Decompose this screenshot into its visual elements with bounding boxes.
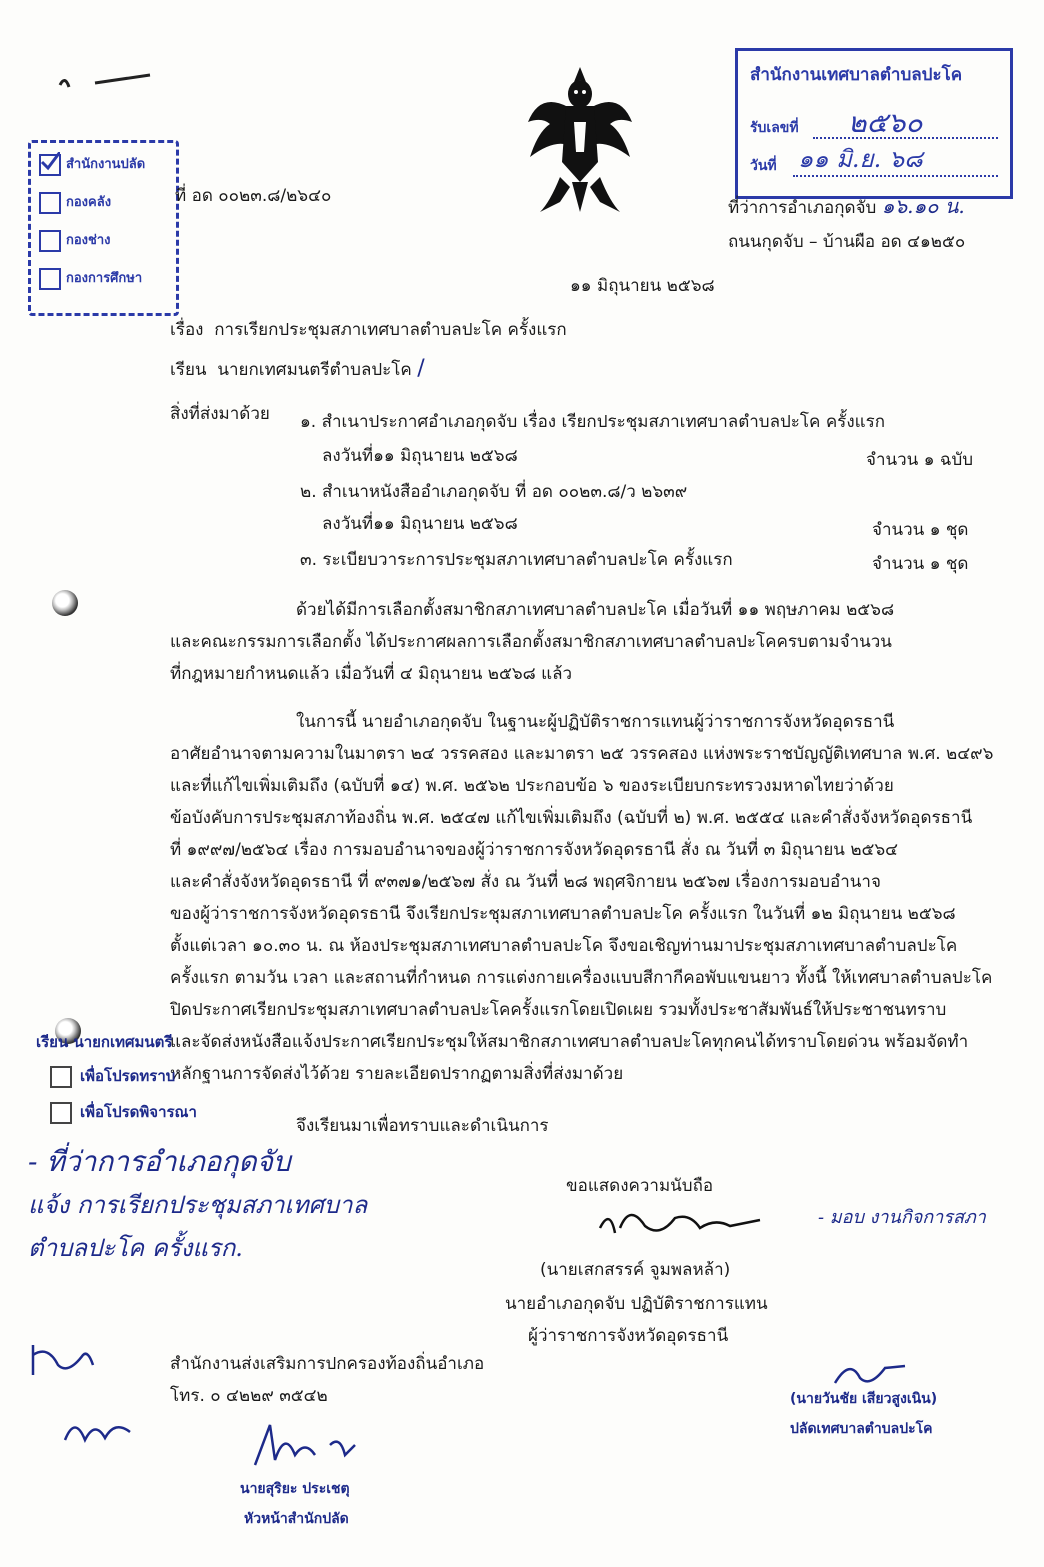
salutation-line: เรียน นายกเทศมนตรีตำบลปะโค / (170, 356, 425, 381)
to-label: เรียน (170, 360, 207, 380)
para2-line: ตั้งแต่เวลา ๑๐.๓๐ น. ณ ห้องประชุมสภาเทศบาลตำบลปะโค จึงขอเชิญท่านมาประชุมสภาเทศบาลตำบลปะโค (170, 936, 958, 956)
checkbox[interactable] (50, 1066, 72, 1088)
routing-option-1: เพื่อโปรดทราบ (50, 1064, 175, 1088)
handwritten-note-line1: - ที่ว่าการอำเภอกุดจับ (28, 1145, 291, 1178)
routing-to-label: เรียน นายกเทศมนตรี (36, 1033, 173, 1051)
para2-line: ข้อบังคับการประชุมสภาท้องถิ่น พ.ศ. ๒๕๔๗ แก้ไขเพิ่มเติมถึง (ฉบับที่ ๒) พ.ศ. ๒๕๕๔ และคำสั่งจังหวัดอุดรธานี (170, 808, 973, 828)
signer-name: (นายเสกสรรค์ จูมพลหล้า) (540, 1260, 731, 1280)
para2-line: อาศัยอำนาจตามความในมาตรา ๒๔ วรรคสอง และมาตรา ๒๕ วรรคสอง แห่งพระราชบัญญัติเทศบาล พ.ศ. ๒๔๙๖ (170, 744, 994, 764)
para2-line: และคำสั่งจังหวัดอุดรธานี ที่ ๙๓๗๑/๒๕๖๗ สั่ง ณ วันที่ ๒๘ พฤศจิกายน ๒๕๖๗ เรื่องการมอบอำนาจ (170, 872, 881, 892)
receiving-office: สำนักงานเทศบาลตำบลปะโค (750, 65, 963, 85)
receive-date-value: ๑๑ มิ.ย. ๖๘ (798, 145, 923, 173)
para2-line: ของผู้ว่าราชการจังหวัดอุดรธานี จึงเรียกประชุมสภาเทศบาลตำบลปะโค ครั้งแรก ในวันที่ ๑๒ มิถุนายน ๒๕๖๘ (170, 904, 956, 924)
punch-hole-top (52, 590, 78, 616)
checkbox-checked[interactable] (39, 154, 61, 176)
signer-title-1: นายอำเภอกุดจับ ปฏิบัติราชการแทน (505, 1294, 768, 1314)
enclosure-2-line2: ลงวันที่๑๑ มิถุนายน ๒๕๖๘ (322, 514, 518, 534)
para2-line: ครั้งแรก ตามวัน เวลา และสถานที่กำหนด การแต่งกายเครื่องแบบสีกากีคอพับแขนยาว ทั้งนี้ ให้เทศบาลตำบลปะโค (170, 968, 993, 988)
para1-line: ที่กฎหมายกำหนดแล้ว เมื่อวันที่ ๔ มิถุนายน ๒๕๖๘ แล้ว (170, 664, 573, 684)
document-number: ที่ อด ๐๐๒๓.๘/๒๖๔๐ (175, 186, 332, 206)
subject-text: การเรียกประชุมสภาเทศบาลตำบลปะโค ครั้งแรก (214, 320, 567, 340)
routing-item-1: สำนักงานปลัด (39, 153, 145, 176)
handwritten-note-line3: ตำบลปะโค ครั้งแรก. (28, 1234, 243, 1262)
subject-line (170, 316, 567, 343)
regards-text: ขอแสดงความนับถือ (566, 1176, 714, 1196)
enclosure-2-qty: จำนวน ๑ ชุด (872, 520, 969, 540)
para2-line: หลักฐานการจัดส่งไว้ด้วย รายละเอียดปรากฏตามสิ่งที่ส่งมาด้วย (170, 1064, 624, 1084)
enclosure-1-qty: จำนวน ๑ ฉบับ (866, 450, 974, 470)
enclosure-3-qty: จำนวน ๑ ชุด (872, 554, 969, 574)
enclosure-3-line1: ๓. ระเบียบวาระการประชุมสภาเทศบาลตำบลปะโค ครั้งแรก (300, 550, 733, 570)
handwritten-initial-left (28, 1340, 98, 1380)
para1-line: ด้วยได้มีการเลือกตั้งสมาชิกสภาเทศบาลตำบลปะโค เมื่อวันที่ ๑๑ พฤษภาคม ๒๕๖๘ (296, 600, 895, 620)
receive-time-handwritten: ๑๖.๑๐ น. (881, 194, 965, 218)
to-text: นายกเทศมนตรีตำบลปะโค (217, 360, 412, 380)
deputy-title: ปลัดเทศบาลตำบลปะโค (790, 1421, 933, 1437)
head-signature (245, 1415, 365, 1475)
checkbox[interactable] (39, 230, 61, 252)
handwritten-note-line2: แจ้ง การเรียกประชุมสภาเทศบาล (28, 1191, 368, 1219)
enclosure-1-line2: ลงวันที่๑๑ มิถุนายน ๒๕๖๘ (322, 446, 518, 466)
office-address-line2: ถนนกุดจับ – บ้านผือ อด ๔๑๒๕๐ (728, 232, 966, 252)
para2-line: ในการนี้ นายอำเภอกุดจับ ในฐานะผู้ปฏิบัติราชการแทนผู้ว่าราชการจังหวัดอุดรธานี (296, 712, 895, 732)
receive-date-label: วันที่ (750, 158, 777, 174)
para1-line: และคณะกรรมการเลือกตั้ง ได้ประกาศผลการเลือกตั้งสมาชิกสภาเทศบาลตำบลปะโคครบตามจำนวน (170, 632, 892, 652)
district-chief-signature (590, 1198, 770, 1248)
deputy-signature (830, 1358, 910, 1388)
handwritten-initial-left-2 (60, 1410, 140, 1450)
checkbox[interactable] (50, 1102, 72, 1124)
enclosure-1-line1: ๑. สำเนาประกาศอำเภอกุดจับ เรื่อง เรียกประชุมสภาเทศบาลตำบลปะโค ครั้งแรก (300, 412, 885, 432)
pen-scribble (55, 65, 155, 105)
checkbox[interactable] (39, 192, 61, 214)
checkbox[interactable] (39, 268, 61, 290)
para2-line: และที่แก้ไขเพิ่มเติมถึง (ฉบับที่ ๑๔) พ.ศ. ๒๕๖๒ ประกอบข้อ ๖ ของระเบียบกระทรวงมหาดไทยว่าด้วย (170, 776, 894, 796)
routing-option-2: เพื่อโปรดพิจารณา (50, 1100, 197, 1124)
para2-line: ที่ ๑๙๙๗/๒๕๖๔ เรื่อง การมอบอำนาจของผู้ว่าราชการจังหวัดอุดรธานี สั่ง ณ วันที่ ๓ มิถุนายน ๒๕๖๔ (170, 840, 899, 860)
para2-line: และจัดส่งหนังสือแจ้งประกาศเรียกประชุมให้สมาชิกสภาเทศบาลตำบลปะโคทุกคนได้ทราบโดยด่วน พร้อมจัดทำ (170, 1032, 969, 1052)
footer-phone: โทร. ๐ ๔๒๒๙ ๓๕๔๒ (170, 1386, 328, 1406)
enclosure-2-line1: ๒. สำเนาหนังสืออำเภอกุดจับ ที่ อด ๐๐๒๓.๘/ว ๒๖๓๙ (300, 482, 688, 502)
enclosures-label: สิ่งที่ส่งมาด้วย (170, 404, 270, 424)
para2-line: ปิดประกาศเรียกประชุมสภาเทศบาลตำบลปะโคครั้งแรกโดยเปิดเผย รวมทั้งประชาสัมพันธ์ให้ประชาชนทราบ (170, 1000, 947, 1020)
closing-text: จึงเรียนมาเพื่อทราบและดำเนินการ (296, 1116, 549, 1136)
receive-no-label: รับเลขที่ (750, 120, 799, 136)
footer-office: สำนักงานส่งเสริมการปกครองท้องถิ่นอำเภอ (170, 1354, 485, 1374)
office-address-line1: ที่ว่าการอำเภอกุดจับ ๑๖.๑๐ น. (728, 194, 965, 218)
deputy-name: (นายวันชัย เสียวสูงเนิน) (790, 1391, 938, 1407)
routing-item-2: กองคลัง (39, 191, 111, 214)
routing-item-4: กองการศึกษา (39, 267, 142, 290)
receive-no-value: ๒๕๖๐ (848, 106, 923, 139)
handwritten-right-note: - มอบ งานกิจการสภา (818, 1207, 986, 1228)
subject-label: เรื่อง (170, 320, 204, 340)
routing-item-3: กองช่าง (39, 229, 111, 252)
head-name: นายสุริยะ ประเชตุ (240, 1481, 350, 1497)
signer-title-2: ผู้ว่าราชการจังหวัดอุดรธานี (528, 1326, 729, 1346)
garuda-emblem (520, 62, 640, 222)
department-routing-stamp (28, 140, 179, 316)
receiving-stamp (735, 48, 1013, 199)
letter-date: ๑๑ มิถุนายน ๒๕๖๘ (570, 276, 715, 296)
head-title: หัวหน้าสำนักปลัด (244, 1511, 349, 1527)
